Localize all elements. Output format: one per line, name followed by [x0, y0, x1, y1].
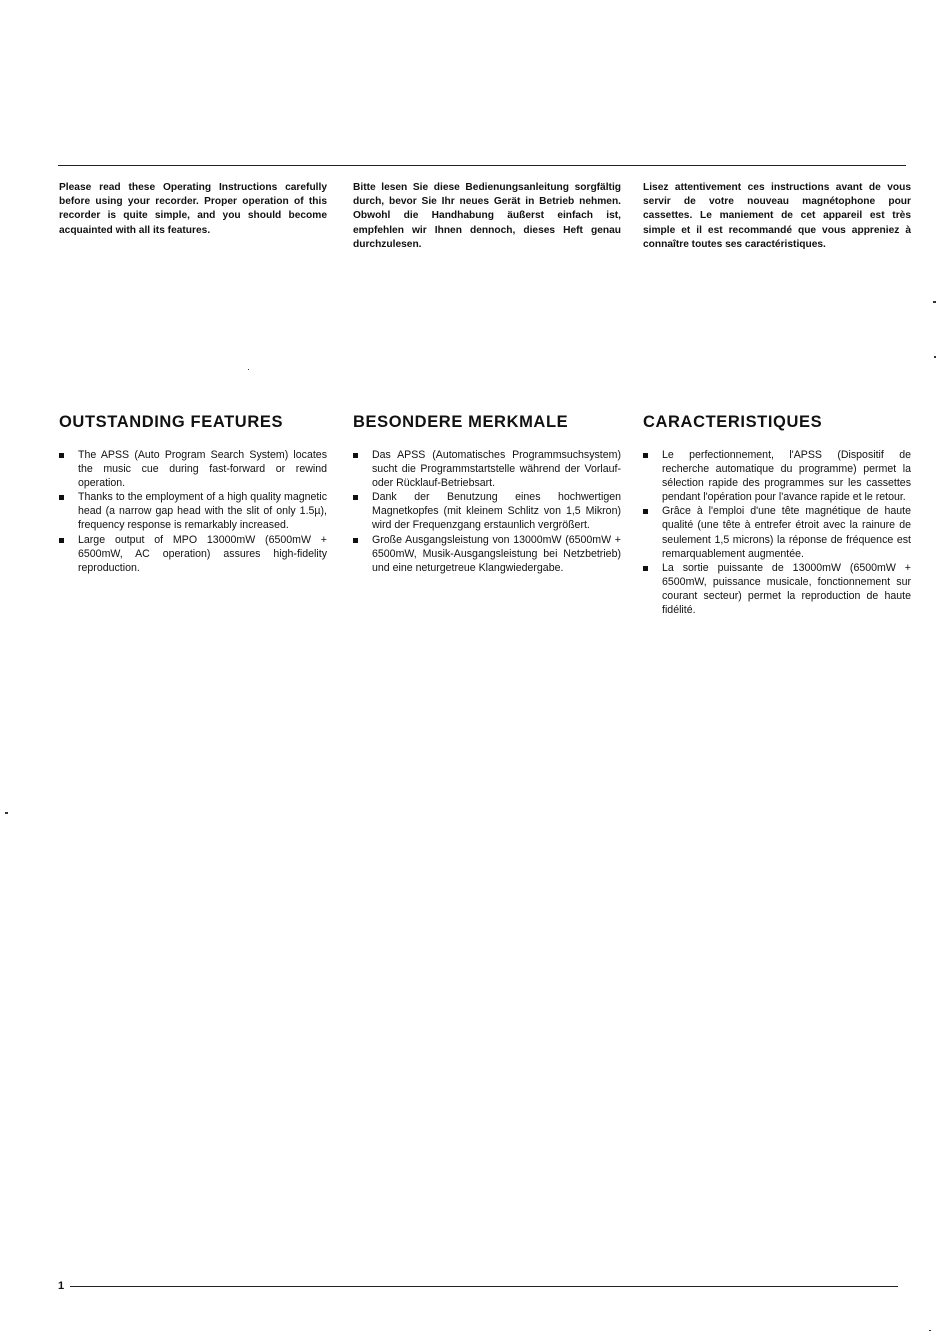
features-heading-german: BESONDERE MERKMALE	[353, 413, 569, 431]
list-item	[353, 490, 621, 532]
page-number: 1	[58, 1280, 65, 1292]
bottom-divider	[70, 1286, 898, 1287]
features-heading-french: CARACTERISTIQUES	[643, 413, 823, 431]
list-item	[643, 561, 911, 617]
feature-text: Das APSS (Automatisches Programmsuchsystem) sucht die Programmstartstelle während der Vorlauf- oder Rücklauf-Betriebsart.	[372, 449, 621, 490]
list-item	[59, 533, 327, 575]
features-list-german	[353, 448, 621, 575]
feature-text: The APSS (Auto Program Search System) locates the music cue during fast-forward or rewind operation.	[78, 449, 327, 490]
list-item	[59, 490, 327, 532]
feature-text: La sortie puissante de 13000mW (6500mW + 6500mW, puissance musicale, fonctionnement sur courant secteur) permet la reproduction de haute fidélité.	[662, 561, 911, 617]
scan-speck	[929, 1330, 931, 1331]
feature-text: Large output of MPO 13000mW (6500mW + 6500mW, AC operation) assures high-fidelity reproduction.	[78, 533, 327, 574]
feature-text: Dank der Benutzung eines hochwertigen Magnetkopfes (mit kleinem Schlitz von 1,5 Mikron) wird der Frequenzgang erstaunlich vergrößert.	[372, 491, 621, 532]
list-item	[59, 448, 327, 490]
feature-text: Grâce à l'emploi d'une tête magnétique de haute qualité (une tête à entrefer étroit avec la rainure de seulement 1,5 microns) la réponse de fréquence est remarquablement augmentée.	[662, 505, 911, 560]
features-list-french	[643, 448, 911, 617]
features-heading-english: OUTSTANDING FEATURES	[59, 413, 284, 431]
scan-speck	[933, 301, 936, 303]
list-item	[353, 533, 621, 575]
list-item	[643, 448, 911, 504]
bullet-icon	[59, 538, 64, 543]
scan-speck	[934, 356, 936, 358]
bullet-icon	[353, 495, 358, 500]
bullet-icon	[59, 495, 64, 500]
intro-german: Bitte lesen Sie diese Bedienungsanleitung sorgfältig durch, bevor Sie Ihr neues Gerät in Betrieb nehmen. Obwohl die Handhabung äußerst einfach ist, empfehlen wir Ihnen dennoch, dieses Heft genau durchzulesen.	[353, 182, 621, 250]
feature-text: Große Ausgangsleistung von 13000mW (6500mW + 6500mW, Musik-Ausgangsleistung bei Netzbetrieb) und eine neturgetreue Klangwiedergabe.	[372, 533, 621, 574]
scan-speck	[5, 812, 8, 814]
bullet-icon	[643, 566, 648, 571]
feature-text: Le perfectionnement, l'APSS (Dispositif de recherche automatique du programme) permet la sélection rapide des programmes sur les cassettes pendant l'opération pour l'avance rapide et le retour.	[662, 449, 911, 504]
list-item	[353, 448, 621, 490]
intro-english: Please read these Operating Instructions carefully before using your recorder. Proper operation of this recorder is quite simple, and you should become acquainted with all its features.	[59, 182, 327, 236]
bullet-icon	[643, 453, 648, 458]
scan-speck	[248, 369, 249, 370]
bullet-icon	[353, 538, 358, 543]
features-list-english	[59, 448, 327, 575]
bullet-icon	[59, 453, 64, 458]
bullet-icon	[643, 509, 648, 514]
intro-french: Lisez attentivement ces instructions avant de vous servir de votre nouveau magnétophone pour cassettes. Le maniement de cet appareil est très simple et il est recommandé que vous appreniez à connaître toutes ses caractéristiques.	[643, 182, 911, 250]
feature-text: Thanks to the employment of a high quality magnetic head (a narrow gap head with the slit of only 1.5µ), frequency response is remarkably increased.	[78, 491, 327, 532]
top-divider	[58, 165, 906, 166]
list-item	[643, 504, 911, 560]
bullet-icon	[353, 453, 358, 458]
